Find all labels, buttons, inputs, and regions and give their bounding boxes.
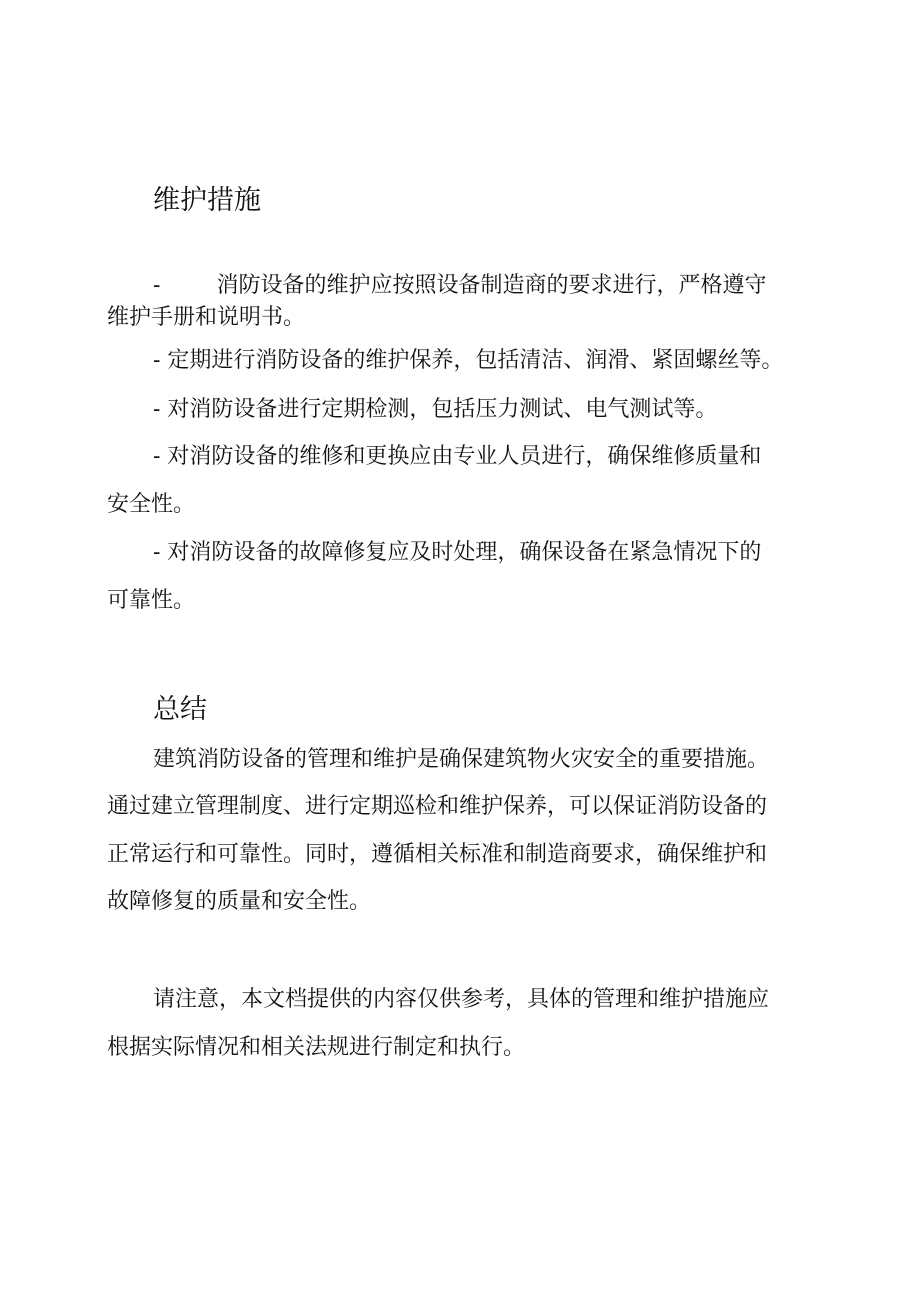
maintenance-item-2: - 定期进行消防设备的维护保养，包括清洁、润滑、紧固螺丝等。 [153,348,784,373]
maintenance-item-4-line-1: - 对消防设备的维修和更换应由专业人员进行，确保维修质量和 [153,444,762,469]
maintenance-item-4-line-2: 安全性。 [107,492,196,517]
summary-line-3: 正常运行和可靠性。同时，遵循相关标准和制造商要求，确保维护和 [107,842,768,867]
summary-line-1: 建筑消防设备的管理和维护是确保建筑物火灾安全的重要措施。 [153,747,770,772]
maintenance-item-3: - 对消防设备进行定期检测，包括压力测试、电气测试等。 [153,397,718,422]
maintenance-item-1-line-1 [153,271,766,301]
section-title-summary: 总结 [153,694,207,725]
note-line-2: 根据实际情况和相关法规进行制定和执行。 [107,1035,526,1060]
summary-line-2: 通过建立管理制度、进行定期巡检和维护保养，可以保证消防设备的 [107,794,768,819]
maintenance-item-1-line-2: 维护手册和说明书。 [107,305,306,330]
summary-line-4: 故障修复的质量和安全性。 [107,889,372,914]
note-line-1: 请注意，本文档提供的内容仅供参考，具体的管理和维护措施应 [153,987,770,1012]
maintenance-item-5-line-2: 可靠性。 [107,588,196,613]
maintenance-item-1-text: 消防设备的维护应按照设备制造商的要求进行，严格遵守 [216,273,767,298]
list-dash: - [153,273,161,298]
section-title-maintenance: 维护措施 [153,185,261,216]
maintenance-item-5-line-1: - 对消防设备的故障修复应及时处理，确保设备在紧急情况下的 [153,540,762,565]
